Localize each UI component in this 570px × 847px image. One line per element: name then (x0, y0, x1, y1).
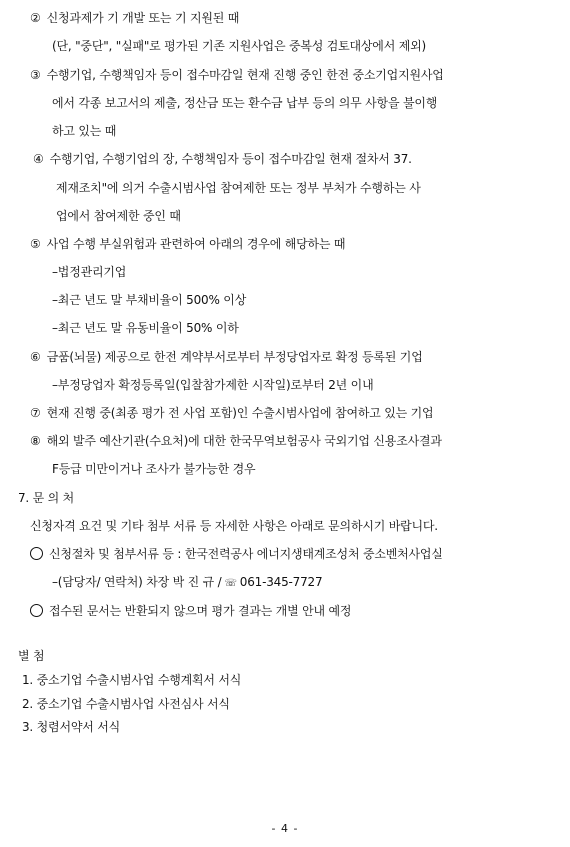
item-4-line2: 제재조치"에 의거 수출시범사업 참여제한 또는 정부 부처가 수행하는 사 (56, 181, 421, 195)
item-5-sub1: –법정관리기업 (52, 265, 127, 279)
item-8-line2: F등급 미만이거나 조사가 불가능한 경우 (52, 462, 256, 476)
item-3-line3: 하고 있는 때 (52, 124, 117, 138)
contact-bullet: 신청절차 및 첨부서류 등 : 한국전력공사 에너지생태계조성처 중소벤처사업실 (30, 546, 443, 562)
item-5-sub2: –최근 년도 말 부채비율이 500% 이상 (52, 293, 247, 307)
item-3-line2: 에서 각종 보고서의 제출, 정산금 또는 환수금 납부 등의 의무 사항을 불이행 (52, 96, 438, 110)
section-7-intro: 신청자격 요건 및 기타 첨부 서류 등 자세한 사항은 아래로 문의하시기 바랍니다. (30, 519, 438, 533)
section-7-heading: 7. 문 의 처 (18, 491, 75, 505)
item-6: ⑥ 금품(뇌물) 제공으로 한전 계약부서로부터 부정당업자로 확정 등록된 기업 (30, 350, 423, 364)
attachment-item: 3. 청렴서약서 서식 (22, 720, 121, 734)
item-6-sub: –부정당업자 확정등록일(입찰참가제한 시작일)로부터 2년 이내 (52, 378, 374, 392)
item-4-line3: 업에서 참여제한 중인 때 (56, 209, 181, 223)
attachments-heading: 별 첨 (18, 649, 45, 663)
page-number: - 4 - (271, 822, 299, 835)
item-3-line1: ③ 수행기업, 수행책임자 등이 접수마감일 현재 진행 중인 한전 중소기업지원사업 (30, 68, 444, 82)
item-4-line1: ④ 수행기업, 수행기업의 장, 수행책임자 등이 접수마감일 현재 절차서 37. (33, 152, 412, 166)
contact-person: –(담당자/ 연락처) 차장 박 진 규 / ☏ 061-345-7727 (52, 574, 322, 592)
item-8-line1: ⑧ 해외 발주 예산기관(수요처)에 대한 한국무역보험공사 국외기업 신용조사결과 (30, 434, 442, 448)
item-2: ② 신청과제가 기 개발 또는 기 지원된 때 (30, 11, 240, 25)
circle-bullet-icon (30, 604, 43, 617)
attachment-item: 2. 중소기업 수출시범사업 사전심사 서식 (22, 697, 230, 711)
circle-bullet-icon (30, 547, 43, 560)
return-note: 접수된 문서는 반환되지 않으며 평가 결과는 개별 안내 예정 (30, 603, 351, 619)
attachment-item: 1. 중소기업 수출시범사업 수행계획서 서식 (22, 673, 242, 687)
item-5-sub3: –최근 년도 말 유동비율이 50% 이하 (52, 321, 239, 335)
phone-icon: ☏ (224, 578, 237, 589)
contact-phone: 061-345-7727 (239, 575, 323, 589)
item-5: ⑤ 사업 수행 부실위험과 관련하여 아래의 경우에 해당하는 때 (30, 237, 346, 251)
item-2-note: (단, "중단", "실패"로 평가된 기존 지원사업은 중복성 검토대상에서 제외) (52, 39, 426, 53)
item-7: ⑦ 현재 진행 중(최종 평가 전 사업 포함)인 수출시범사업에 참여하고 있는 기업 (30, 406, 434, 420)
